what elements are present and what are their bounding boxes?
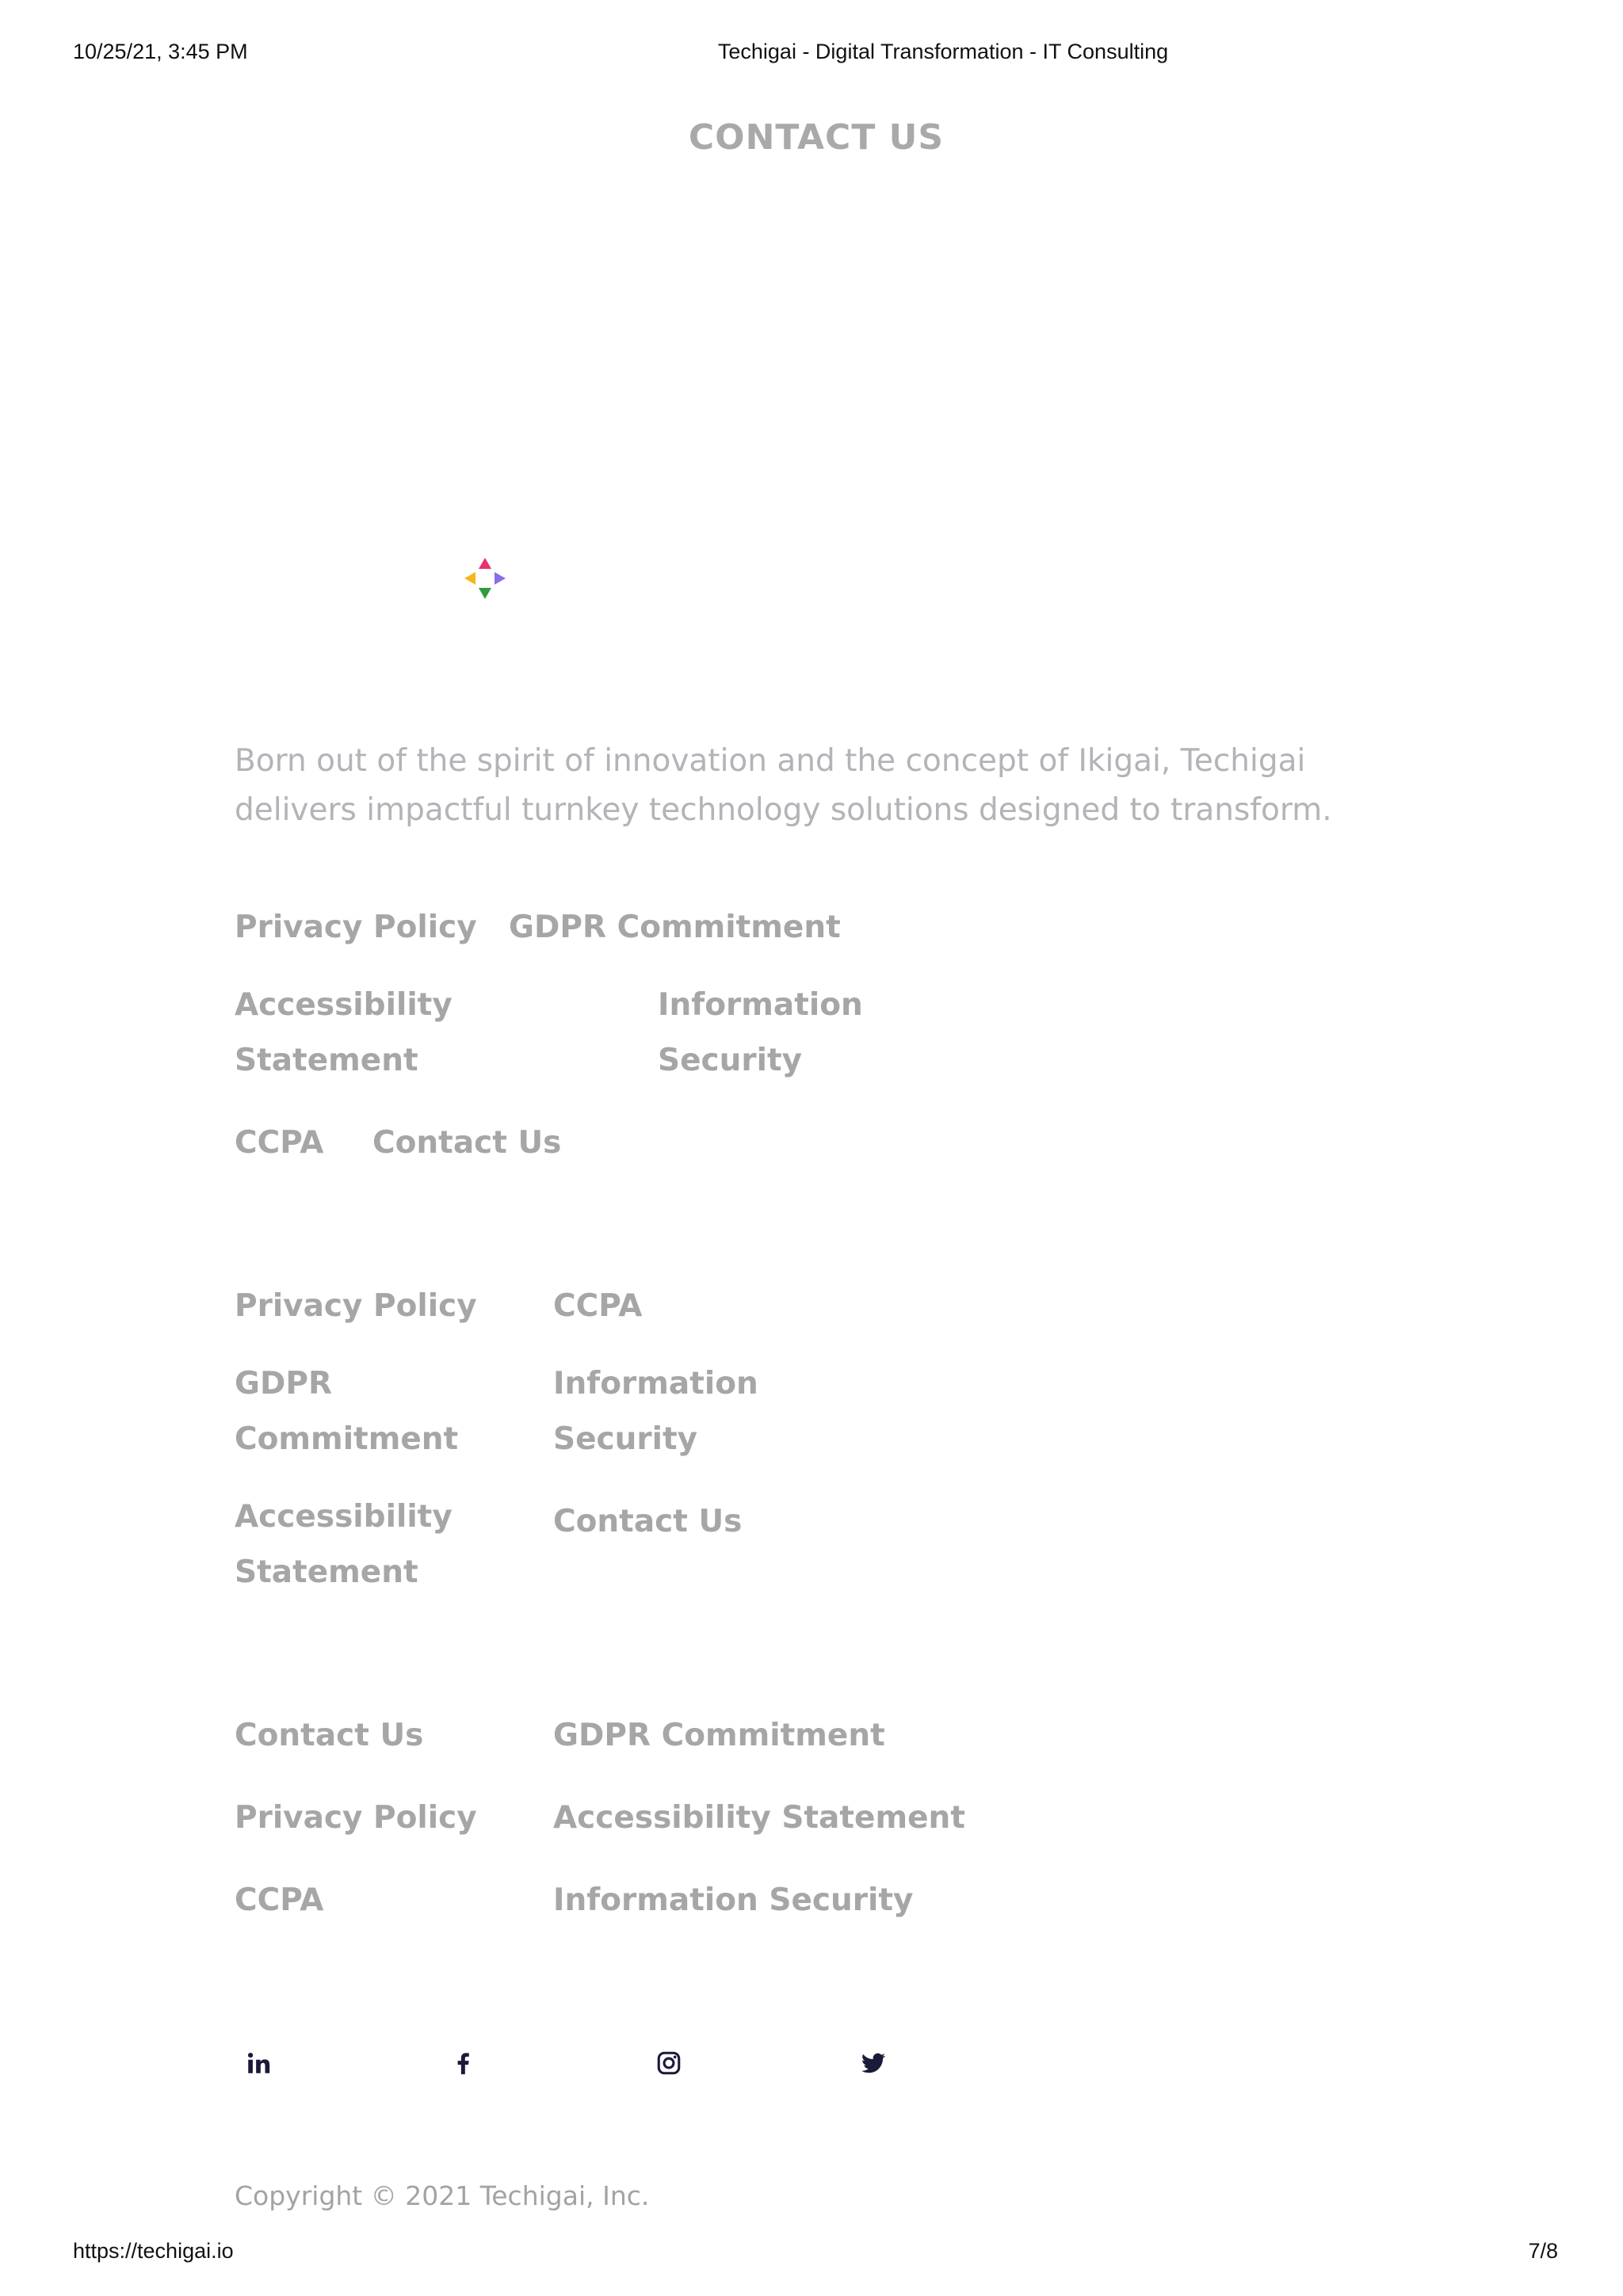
logo-left-arrow bbox=[464, 572, 475, 585]
privacy-policy-link[interactable]: Privacy Policy bbox=[235, 910, 477, 945]
logo-bottom-arrow bbox=[479, 588, 491, 599]
linkedin-icon[interactable] bbox=[236, 2041, 281, 2085]
information-security-link[interactable]: Information Security bbox=[553, 1882, 914, 1918]
copyright-text: Copyright © 2021 Techigai, Inc. bbox=[235, 2180, 650, 2211]
accessibility-statement-link[interactable]: Accessibility Statement bbox=[235, 1499, 453, 1590]
twitter-icon[interactable] bbox=[851, 2041, 896, 2085]
ccpa-link[interactable]: CCPA bbox=[235, 1882, 324, 1918]
logo-top-arrow bbox=[479, 558, 491, 569]
contact-us-link[interactable]: Contact Us bbox=[372, 1125, 562, 1161]
techigai-logo-icon[interactable] bbox=[461, 555, 509, 602]
contact-us-link[interactable]: Contact Us bbox=[235, 1718, 424, 1753]
section-title: CONTACT US bbox=[688, 117, 945, 158]
accessibility-statement-link[interactable]: Accessibility Statement bbox=[235, 987, 453, 1078]
company-tagline: Born out of the spirit of innovation and the concept of Ikigai, Techigai delivers impactful turnkey technology solutions designed to transform. bbox=[235, 743, 1332, 828]
facebook-icon[interactable] bbox=[441, 2041, 485, 2085]
print-date: 10/25/21, 3:45 PM bbox=[73, 40, 248, 63]
privacy-policy-link[interactable]: Privacy Policy bbox=[235, 1800, 477, 1836]
information-security-link[interactable]: Information Security bbox=[658, 987, 863, 1078]
ccpa-link[interactable]: CCPA bbox=[553, 1288, 643, 1324]
privacy-policy-link[interactable]: Privacy Policy bbox=[235, 1288, 477, 1324]
gdpr-commitment-link[interactable]: GDPR Commitment bbox=[509, 910, 841, 945]
print-url: https://techigai.io bbox=[73, 2239, 234, 2263]
instagram-icon[interactable] bbox=[647, 2041, 691, 2085]
information-security-link[interactable]: Information Security bbox=[553, 1366, 758, 1457]
print-page-number: 7/8 bbox=[1528, 2239, 1558, 2263]
accessibility-statement-link[interactable]: Accessibility Statement bbox=[553, 1800, 965, 1836]
print-page-title: Techigai - Digital Transformation - IT Consulting bbox=[717, 40, 1169, 63]
logo-right-arrow bbox=[495, 572, 506, 585]
ccpa-link[interactable]: CCPA bbox=[235, 1125, 324, 1161]
gdpr-commitment-link[interactable]: GDPR Commitment bbox=[553, 1718, 885, 1753]
contact-us-link[interactable]: Contact Us bbox=[553, 1504, 743, 1539]
gdpr-commitment-link[interactable]: GDPR Commitment bbox=[235, 1366, 459, 1457]
